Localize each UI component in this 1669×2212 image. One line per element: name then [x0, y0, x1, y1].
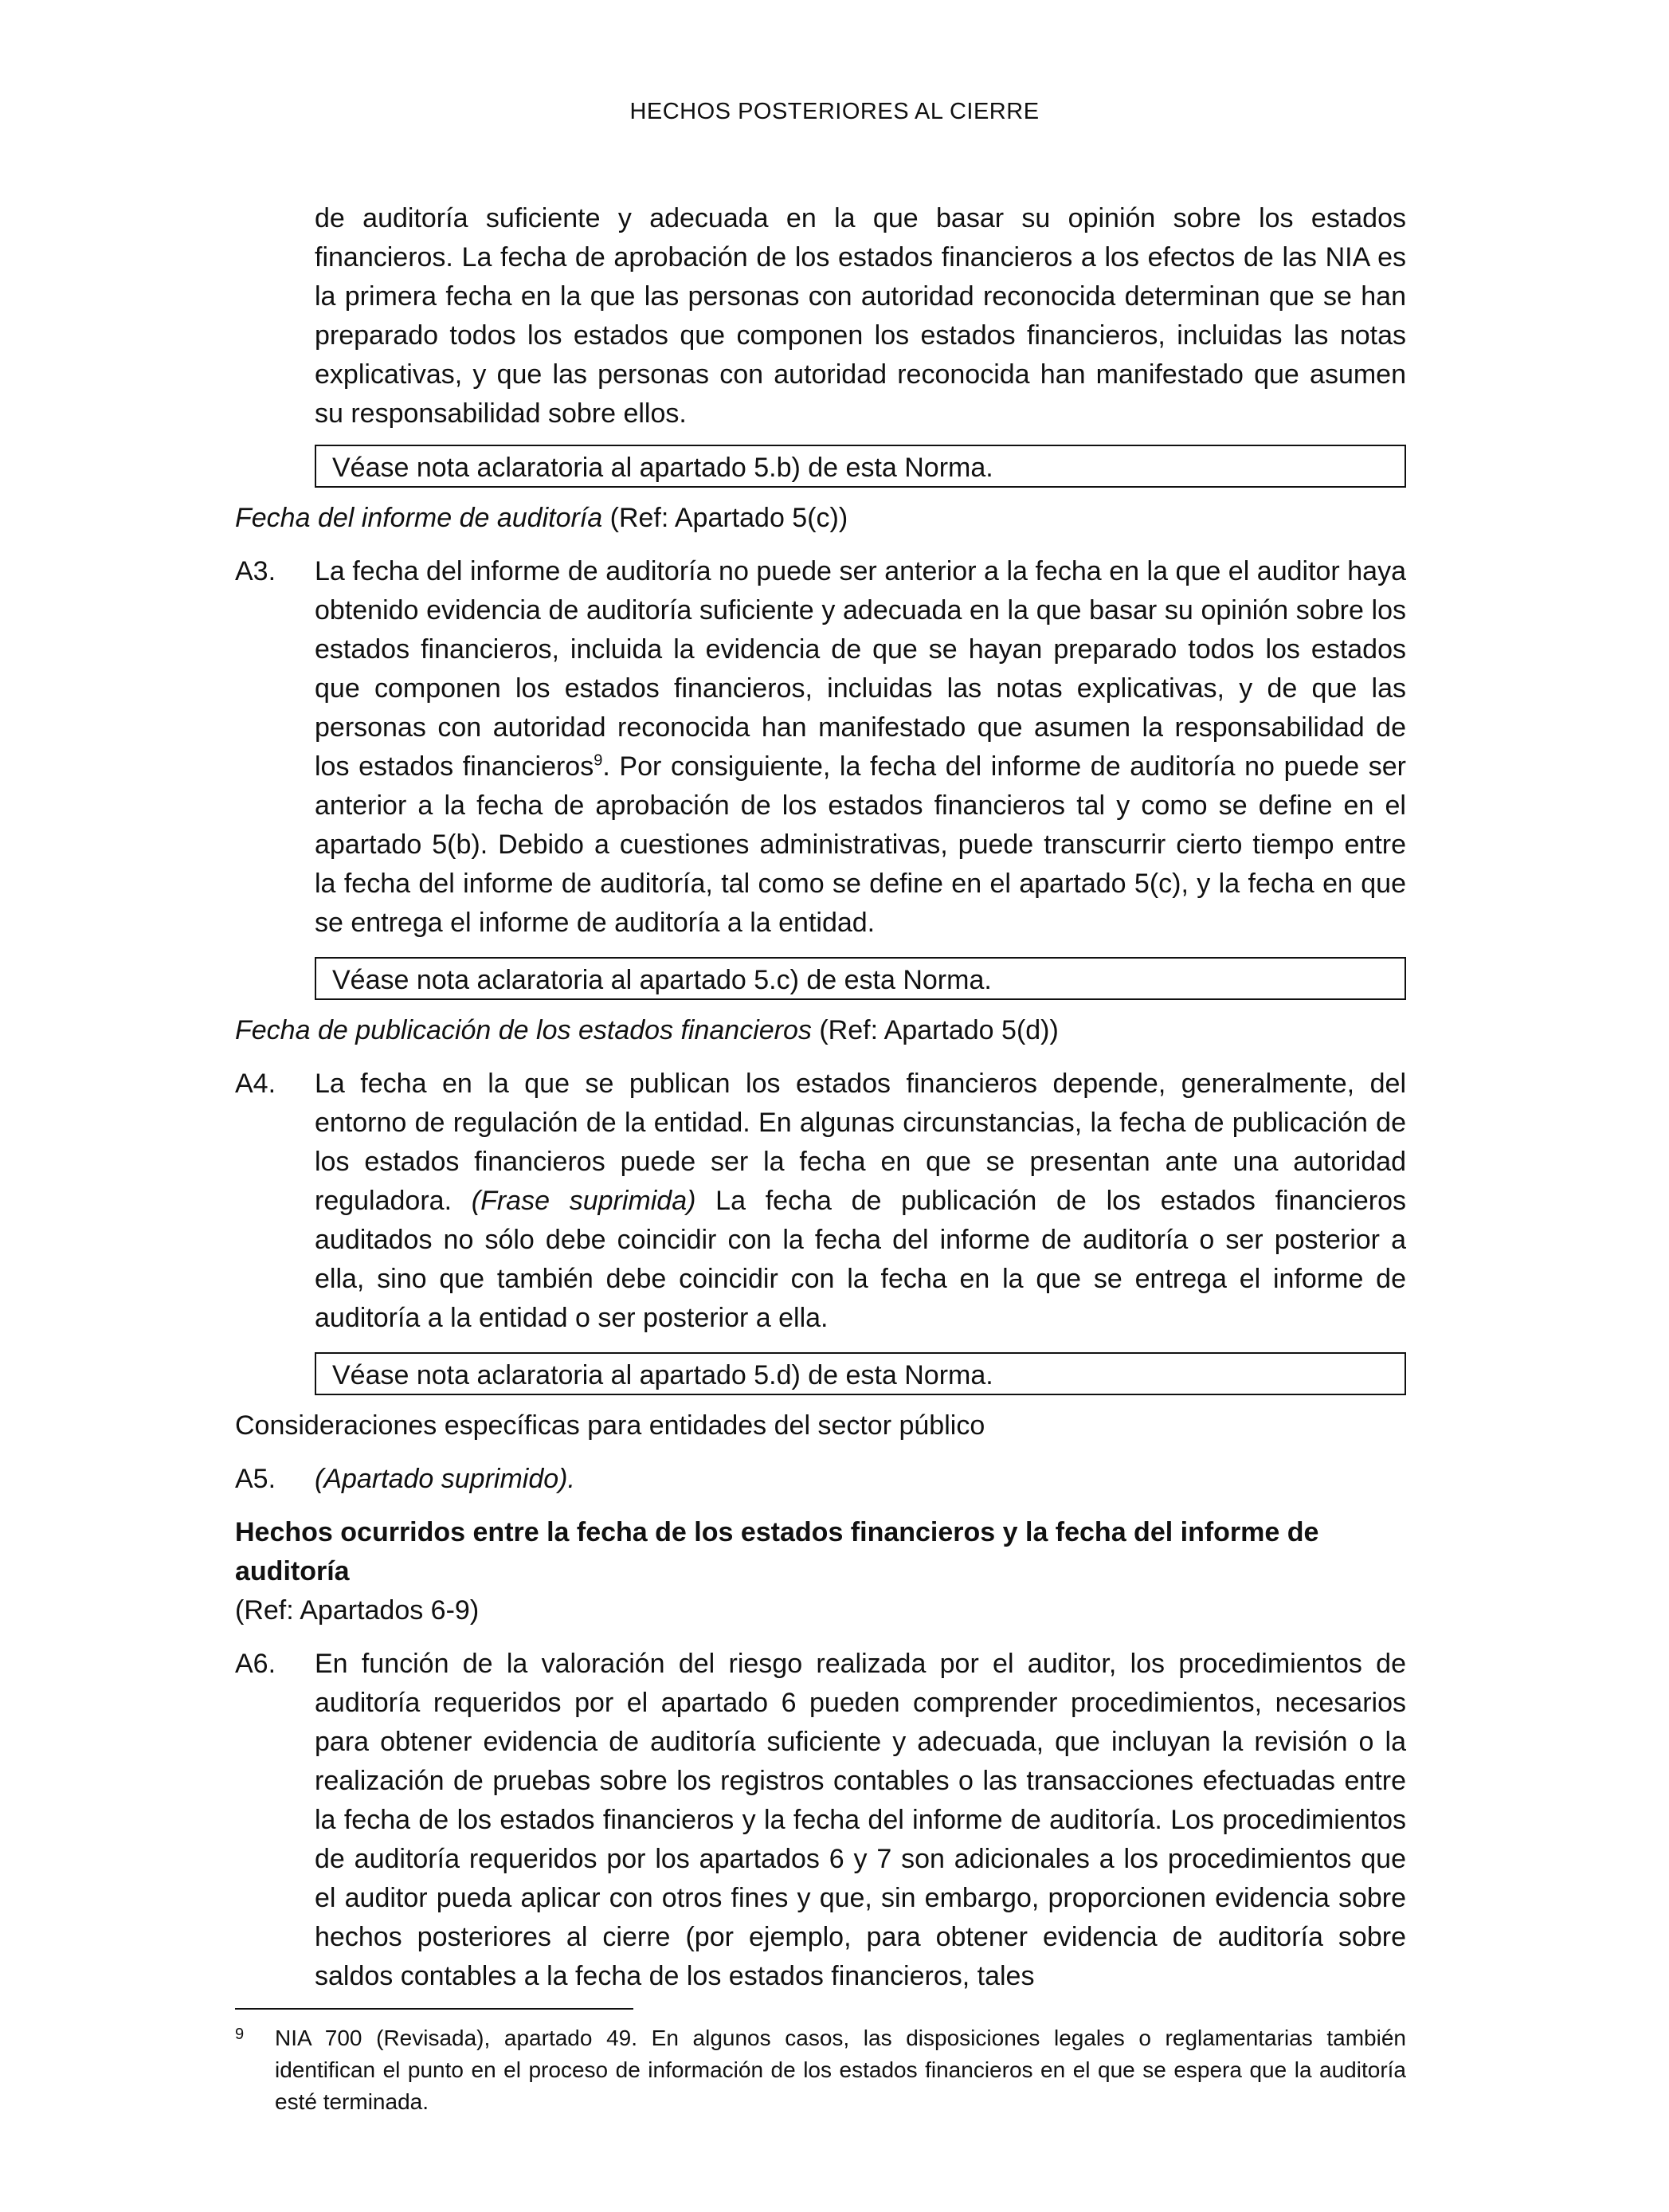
note-box-5d: Véase nota aclaratoria al apartado 5.d) de esta Norma.: [315, 1352, 1406, 1395]
footnote-separator: [235, 2008, 633, 2010]
paragraph-a3: [235, 552, 1406, 943]
heading-hechos-title: Hechos ocurridos entre la fecha de los estados financieros y la fecha del informe de auditoría: [235, 1517, 1319, 1586]
paragraph-text: [315, 1460, 1406, 1499]
a5-italic-text: (Apartado suprimido).: [315, 1464, 575, 1494]
paragraph-a4: [235, 1065, 1406, 1338]
paragraph-text: [315, 552, 1406, 943]
heading-fecha-informe-ref: (Ref: Apartado 5(c)): [602, 503, 848, 533]
heading-fecha-informe-italic: Fecha del informe de auditoría: [235, 503, 603, 533]
footnote-reference[interactable]: 9: [594, 751, 603, 770]
a3-text-part2: . Por consiguiente, la fecha del informe de auditoría no puede ser anterior a la fecha de aprobación de los estados financieros tal y como se define en el apartado 5(b). Debido a cuestiones administrativas, puede transcurrir cierto tiempo entre la fecha del informe de auditoría, tal como se define en el apartado 5(c), y la fecha en que se entrega el informe de auditoría a la entidad.: [315, 751, 1406, 938]
paragraph-a6: [235, 1645, 1406, 1996]
heading-fecha-publicacion-italic: Fecha de publicación de los estados financieros: [235, 1015, 812, 1045]
paragraph-text: En función de la valoración del riesgo realizada por el auditor, los procedimientos de auditoría requeridos por el apartado 6 pueden comprender procedimientos, necesarios para obtener evidencia de auditoría suficiente y adecuada, que incluyan la revisión o la realización de pruebas sobre los registros contables o las transacciones efectuadas entre la fecha de los estados financieros y la fecha del informe de auditoría. Los procedimientos de auditoría requeridos por los apartados 6 y 7 son adicionales a los procedimientos que el auditor pueda aplicar con otros fines y que, sin embargo, proporcionen evidencia sobre hechos posteriores al cierre (por ejemplo, para obtener evidencia de auditoría sobre saldos contables a la fecha de los estados financieros, tales: [315, 1649, 1406, 1991]
heading-fecha-publicacion: [235, 1011, 1406, 1050]
footnote-text: NIA 700 (Revisada), apartado 49. En algunos casos, las disposiciones legales o reglamentarias también identifican el punto en el proceso de información de los estados financieros en el que se espera que la auditoría esté terminada.: [275, 2026, 1406, 2114]
paragraph-a5: [235, 1460, 1406, 1499]
heading-sector-publico: Consideraciones específicas para entidades del sector público: [235, 1410, 985, 1441]
paragraph-text: [315, 1065, 1406, 1338]
heading-fecha-publicacion-ref: (Ref: Apartado 5(d)): [811, 1015, 1059, 1045]
heading-hechos: [235, 1513, 1406, 1630]
paragraph-number: A4.: [235, 1069, 276, 1099]
page-body: [235, 199, 1406, 2010]
a4-italic-remark: (Frase suprimida): [471, 1186, 696, 1216]
heading-hechos-ref: (Ref: Apartados 6-9): [235, 1595, 480, 1626]
paragraph-number: A3.: [235, 556, 276, 586]
a3-text-part1: La fecha del informe de auditoría no puede ser anterior a la fecha en la que el auditor haya obtenido evidencia de auditoría suficiente y adecuada en la que basar su opinión sobre los estados financieros, incluida la evidencia de que se hayan preparado todos los estados que componen los estados financieros, incluidas las notas explicativas, y de que las personas con autoridad reconocida han manifestado que asumen la responsabilidad de los estados financieros: [315, 556, 1406, 782]
running-header: HECHOS POSTERIORES AL CIERRE: [629, 99, 1040, 124]
a4-text-part1: La fecha en la que se publican los estados financieros depende, generalmente, del entorno de regulación de la entidad. En algunas circunstancias, la fecha de publicación de los estados financieros puede ser la fecha en que se presentan ante una autoridad reguladora.: [315, 1069, 1406, 1216]
heading-fecha-informe: [235, 499, 1406, 538]
footnote-number: 9: [235, 2026, 245, 2043]
paragraph-number: A5.: [235, 1464, 276, 1494]
footnote: [235, 2022, 1406, 2118]
intro-paragraph: de auditoría suficiente y adecuada en la que basar su opinión sobre los estados financieros. La fecha de aprobación de los estados financieros a los efectos de las NIA es la primera fecha en la que las personas con autoridad reconocida determinan que se han preparado todos los estados que componen los estados financieros, incluidas las notas explicativas, y que las personas con autoridad reconocida han manifestado que asumen su responsabilidad sobre ellos.: [315, 203, 1406, 429]
paragraph-number: A6.: [235, 1649, 276, 1679]
note-box-5b: Véase nota aclaratoria al apartado 5.b) de esta Norma.: [315, 445, 1406, 488]
note-box-5c: Véase nota aclaratoria al apartado 5.c) de esta Norma.: [315, 957, 1406, 1000]
a4-text-part2: La fecha de publicación de los estados financieros auditados no sólo debe coincidir con la fecha del informe de auditoría o ser posterior a ella, sino que también debe coincidir con la fecha en la que se entrega el informe de auditoría a la entidad o ser posterior a ella.: [315, 1186, 1406, 1333]
